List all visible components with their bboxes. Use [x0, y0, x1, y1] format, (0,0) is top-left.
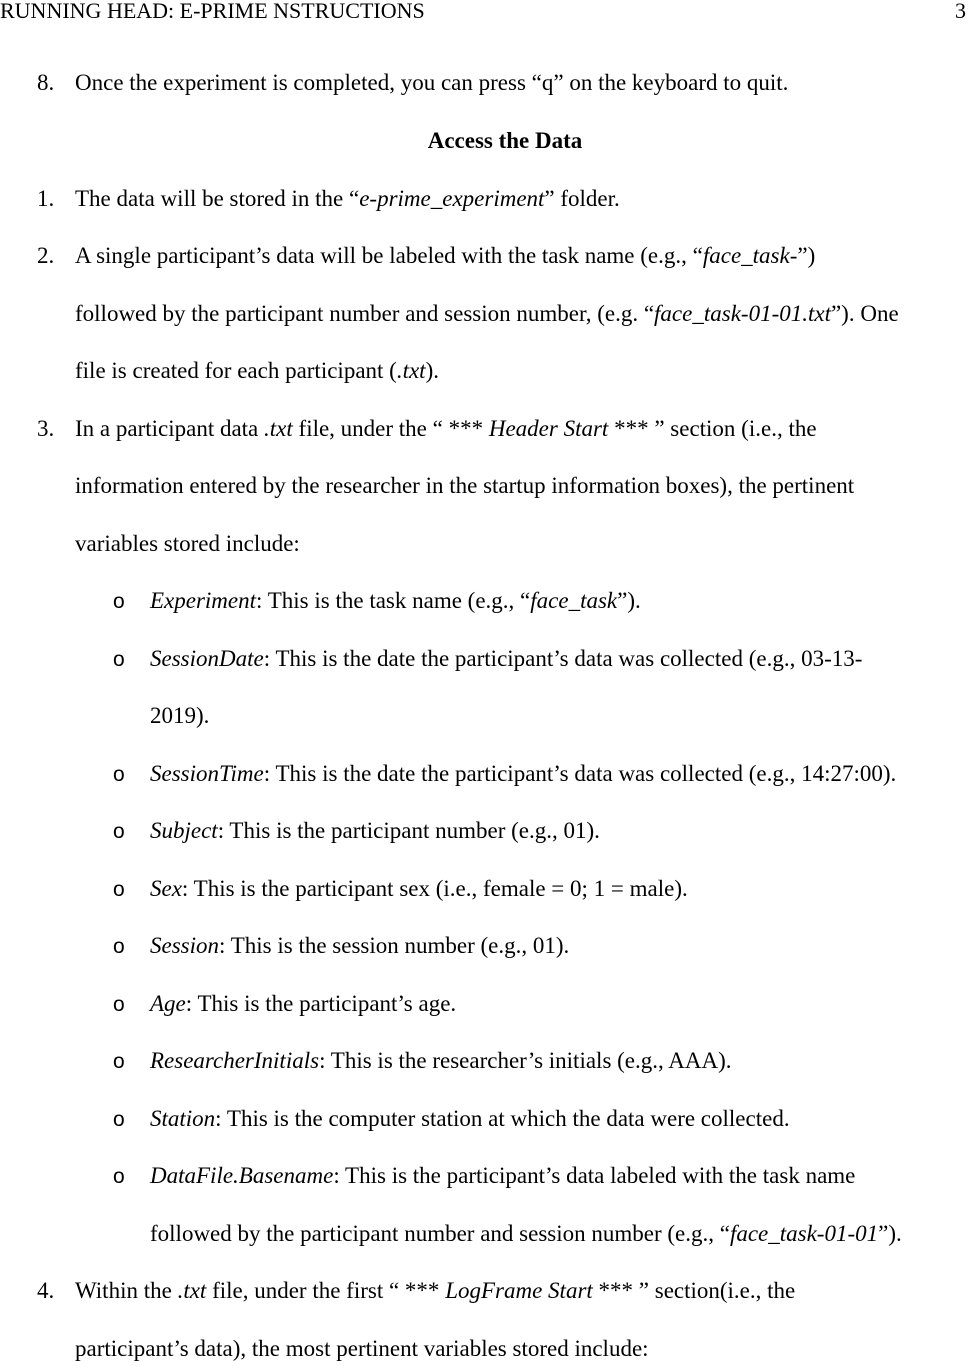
list-text: variables stored include:	[75, 531, 300, 556]
list-text: In a participant data .txt file, under the “ *** Header Start *** ” section (i.e., the	[75, 416, 817, 441]
list-number: 1.	[37, 186, 55, 211]
list-text: file is created for each participant (.txt).	[75, 358, 439, 383]
bullet-age	[0, 987, 972, 1021]
bullet-text: Subject: This is the participant number (e.g., 01).	[150, 818, 600, 843]
bullet-glyph: o	[113, 993, 125, 1016]
section-heading	[0, 124, 972, 158]
running-header	[0, 0, 972, 26]
list-text: A single participant’s data will be labeled with the task name (e.g., “face_task-”)	[75, 243, 816, 268]
list-item-3	[0, 412, 972, 446]
bullet-text: ResearcherInitials: This is the researcher’s initials (e.g., AAA).	[150, 1048, 732, 1073]
list-item-1	[0, 182, 972, 216]
page-number: 3	[955, 0, 966, 23]
bullet-text: Station: This is the computer station at which the data were collected.	[150, 1106, 790, 1131]
list-item-step-8	[0, 66, 972, 100]
list-item-3-line-3	[0, 527, 972, 561]
bullet-datafile-basename	[0, 1159, 972, 1193]
bullet-glyph: o	[113, 648, 125, 671]
bullet-glyph: o	[113, 878, 125, 901]
bullet-glyph: o	[113, 1165, 125, 1188]
list-text: The data will be stored in the “e-prime_experiment” folder.	[75, 186, 620, 211]
bullet-text: Age: This is the participant’s age.	[150, 991, 457, 1016]
list-text: information entered by the researcher in the startup information boxes), the pertinent	[75, 473, 855, 498]
bullet-station	[0, 1102, 972, 1136]
list-number: 4.	[37, 1278, 55, 1303]
list-number: 2.	[37, 243, 55, 268]
bullet-text: Session: This is the session number (e.g., 01).	[150, 933, 570, 958]
list-text: Within the .txt file, under the first “ *** LogFrame Start *** ” section(i.e., the	[75, 1278, 796, 1303]
bullet-glyph: o	[113, 763, 125, 786]
bullet-datafile-basename-line-2	[0, 1217, 972, 1251]
list-text: Once the experiment is completed, you can press “q” on the keyboard to quit.	[75, 70, 789, 95]
list-item-2-line-2	[0, 297, 972, 331]
list-number: 8.	[37, 70, 55, 95]
section-title: Access the Data	[427, 128, 583, 153]
bullet-session-time	[0, 757, 972, 791]
bullet-sex	[0, 872, 972, 906]
list-text: participant’s data), the most pertinent variables stored include:	[75, 1336, 649, 1361]
bullet-session-date	[0, 642, 972, 676]
bullet-session	[0, 929, 972, 963]
bullet-text: DataFile.Basename: This is the participant’s data labeled with the task name	[150, 1163, 856, 1188]
bullet-glyph: o	[113, 935, 125, 958]
list-text: followed by the participant number and session number, (e.g. “face_task-01-01.txt”). One	[75, 301, 899, 326]
running-head: RUNNING HEAD: E-PRIME NSTRUCTIONS	[0, 0, 425, 23]
bullet-text: SessionTime: This is the date the participant’s data was collected (e.g., 14:27:00).	[150, 761, 897, 786]
bullet-researcher-initials	[0, 1044, 972, 1078]
list-item-4	[0, 1274, 972, 1308]
bullet-session-date-line-2	[0, 699, 972, 733]
bullet-text: 2019).	[150, 703, 210, 728]
list-item-3-line-2	[0, 469, 972, 503]
bullet-subject	[0, 814, 972, 848]
bullet-glyph: o	[113, 590, 125, 613]
bullet-text: SessionDate: This is the date the participant’s data was collected (e.g., 03-13-	[150, 646, 863, 671]
bullet-glyph: o	[113, 820, 125, 843]
bullet-glyph: o	[113, 1108, 125, 1131]
bullet-text: Experiment: This is the task name (e.g., “face_task”).	[150, 588, 641, 613]
bullet-glyph: o	[113, 1050, 125, 1073]
list-item-2-line-3	[0, 354, 972, 388]
bullet-experiment	[0, 584, 972, 618]
bullet-text: Sex: This is the participant sex (i.e., female = 0; 1 = male).	[150, 876, 688, 901]
list-item-2	[0, 239, 972, 273]
bullet-text: followed by the participant number and session number (e.g., “face_task-01-01”).	[150, 1221, 902, 1246]
list-number: 3.	[37, 416, 55, 441]
